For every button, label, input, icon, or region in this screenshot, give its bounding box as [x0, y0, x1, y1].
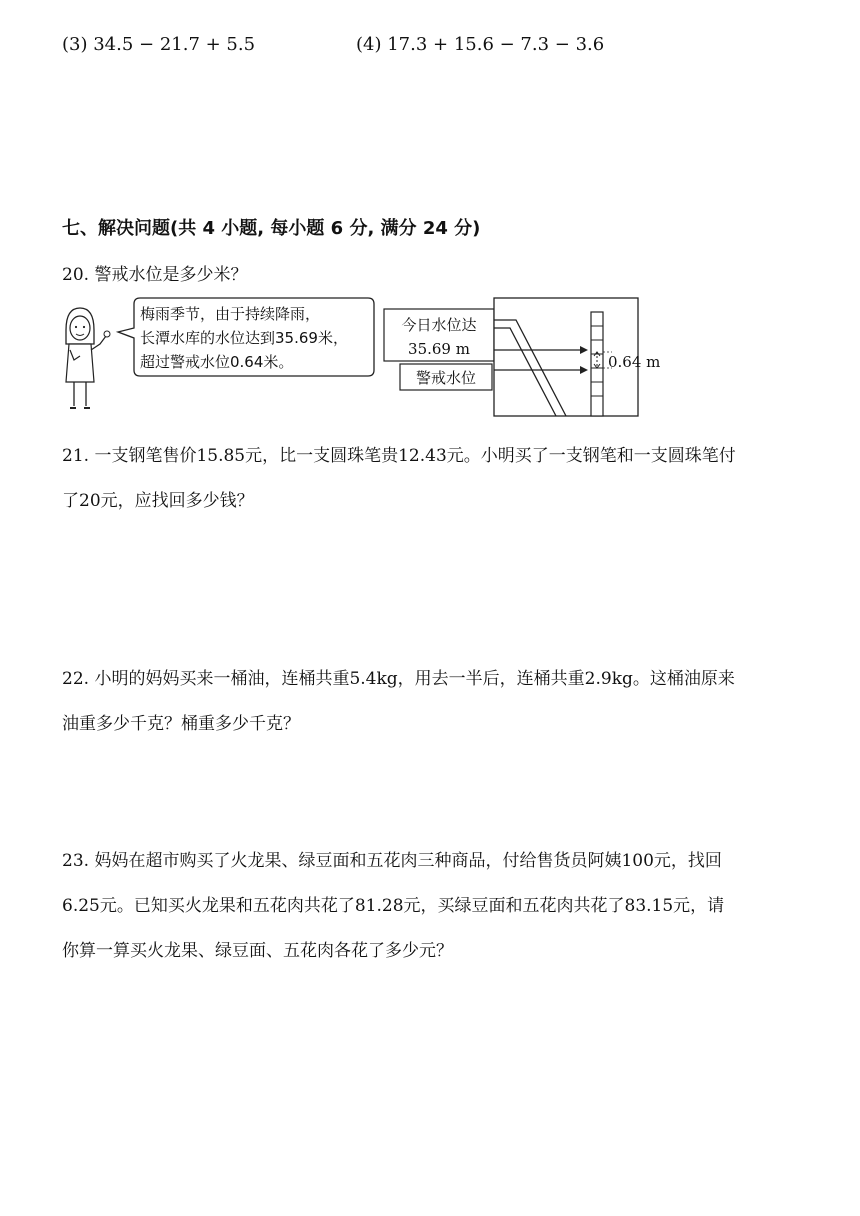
water-level-figure — [60, 296, 680, 418]
speech-bubble — [118, 298, 374, 376]
section-heading: 七、解决问题(共 4 小题, 每小题 6 分, 满分 24 分) — [62, 218, 481, 239]
today-label-line-1: 今日水位达 — [401, 316, 477, 334]
question-22-line-1: 22. 小明的妈妈买来一桶油，连桶共重5.4kg，用去一半后，连桶共重2.9kg。这桶油原来 — [62, 669, 735, 689]
today-label-line-2: 35.69 m — [408, 340, 470, 358]
question-21-line-1: 21. 一支钢笔售价15.85元，比一支圆珠笔贵12.43元。小明买了一支钢笔和一支圆珠笔付 — [62, 446, 736, 466]
alarm-level-label — [400, 364, 492, 390]
speech-line-2: 长潭水库的水位达到35.69米， — [140, 329, 348, 347]
difference-label: 0.64 m — [608, 353, 661, 371]
question-23-line-1: 23. 妈妈在超市购买了火龙果、绿豆面和五花肉三种商品，付给售货员阿姨100元，找回 — [62, 851, 722, 871]
expression-4: (4) 17.3 + 15.6 − 7.3 − 3.6 — [356, 34, 605, 55]
question-20: 20. 警戒水位是多少米？ — [62, 265, 248, 285]
speech-line-1: 梅雨季节，由于持续降雨， — [140, 305, 321, 323]
today-level-label — [384, 309, 494, 361]
speech-line-3: 超过警戒水位0.64米。 — [140, 353, 294, 371]
teacher-illustration — [66, 308, 110, 408]
question-23-line-3: 你算一算买火龙果、绿豆面、五花肉各花了多少元？ — [62, 941, 453, 961]
question-23-line-2: 6.25元。已知买火龙果和五花肉共花了81.28元，买绿豆面和五花肉共花了83.15元，请 — [62, 896, 725, 916]
question-22-line-2: 油重多少千克？桶重多少千克？ — [62, 714, 300, 734]
expression-3: (3) 34.5 − 21.7 + 5.5 — [62, 34, 256, 55]
question-21-line-2: 了20元，应找回多少钱？ — [62, 491, 254, 511]
alarm-label-text: 警戒水位 — [415, 369, 477, 387]
